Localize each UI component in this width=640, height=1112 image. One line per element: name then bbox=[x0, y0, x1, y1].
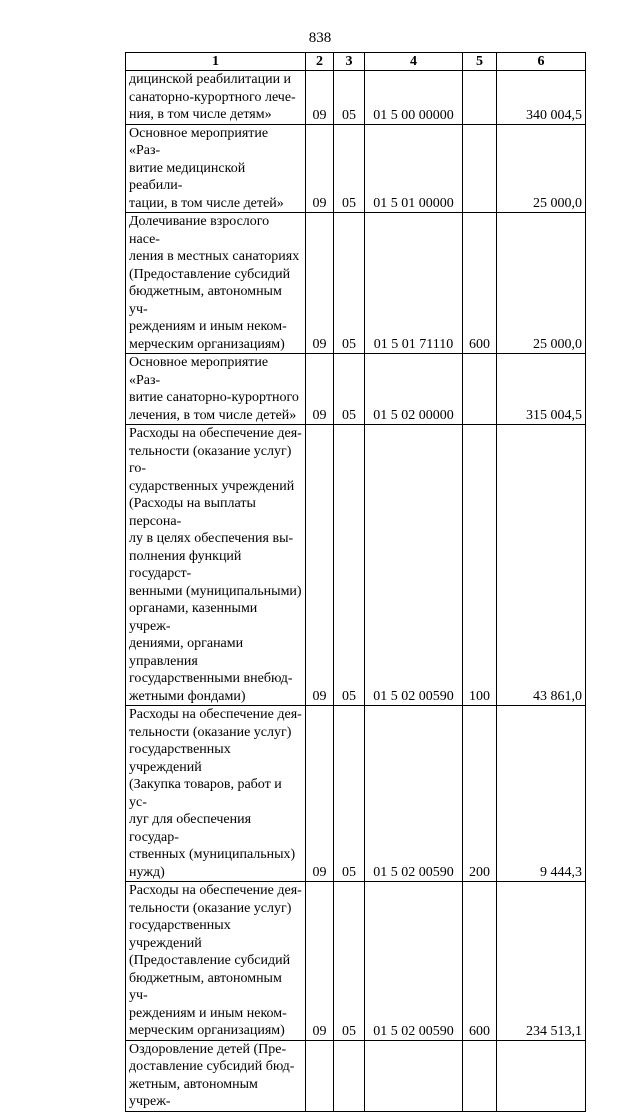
row-type-cell: 100 bbox=[463, 425, 497, 706]
row-subsection-cell: 05 bbox=[334, 706, 365, 882]
row-type-cell: 200 bbox=[463, 706, 497, 882]
row-section-cell: 09 bbox=[306, 706, 334, 882]
column-header-subsection: 3 bbox=[334, 53, 365, 71]
row-name-cell: Расходы на обеспечение дея- тельности (оказание услуг) государственных учреждений (Закупка товаров, работ и ус- луг для обеспечения государ- ственных (муниципальных) нужд) bbox=[126, 706, 306, 882]
row-section-cell: 09 bbox=[306, 354, 334, 425]
row-sum-cell: 43 861,0 bbox=[497, 425, 586, 706]
row-type-cell bbox=[463, 71, 497, 125]
row-type-cell bbox=[463, 354, 497, 425]
row-subsection-cell: 05 bbox=[334, 213, 365, 354]
row-section-cell: 09 bbox=[306, 882, 334, 1041]
table-row bbox=[126, 1040, 586, 1111]
row-section-cell: 09 bbox=[306, 425, 334, 706]
row-code-cell: 01 5 01 71110 bbox=[365, 213, 463, 354]
row-subsection-cell: 05 bbox=[334, 882, 365, 1041]
table-row bbox=[126, 882, 586, 1041]
row-sum-cell: 25 000,0 bbox=[497, 124, 586, 213]
row-subsection-cell: 05 bbox=[334, 354, 365, 425]
table-row bbox=[126, 213, 586, 354]
row-code-cell: 01 5 01 00000 bbox=[365, 124, 463, 213]
row-code-cell: 01 5 02 00000 bbox=[365, 354, 463, 425]
row-section-cell: 09 bbox=[306, 71, 334, 125]
row-code-cell bbox=[365, 1040, 463, 1111]
table-row bbox=[126, 425, 586, 706]
column-header-section: 2 bbox=[306, 53, 334, 71]
table-row bbox=[126, 706, 586, 882]
row-name-cell: Основное мероприятие «Раз- витие санаторно-курортного лечения, в том числе детей» bbox=[126, 354, 306, 425]
column-header-sum: 6 bbox=[497, 53, 586, 71]
row-code-cell: 01 5 02 00590 bbox=[365, 882, 463, 1041]
row-subsection-cell: 05 bbox=[334, 425, 365, 706]
column-header-code: 4 bbox=[365, 53, 463, 71]
page-number: 838 bbox=[308, 30, 332, 46]
row-section-cell: 09 bbox=[306, 124, 334, 213]
row-name-cell: Расходы на обеспечение дея- тельности (оказание услуг) государственных учреждений (Предоставление субсидий бюджетным, автономным уч- реждениям и иным неком- мерческим организациям) bbox=[126, 882, 306, 1041]
row-sum-cell: 25 000,0 bbox=[497, 213, 586, 354]
row-name-cell: Расходы на обеспечение дея- тельности (оказание услуг) го- сударственных учреждений (Расходы на выплаты персона- лу в целях обеспечения вы- полнения функций государст- венными (муниципальными) органами, казенными учреж- дениями, органами управления государственными внебюд- жетными фондами) bbox=[126, 425, 306, 706]
row-subsection-cell: 05 bbox=[334, 71, 365, 125]
row-name-cell: Оздоровление детей (Пре- доставление субсидий бюд- жетным, автономным учреж- bbox=[126, 1040, 306, 1111]
row-code-cell: 01 5 02 00590 bbox=[365, 706, 463, 882]
row-sum-cell: 340 004,5 bbox=[497, 71, 586, 125]
row-sum-cell: 234 513,1 bbox=[497, 882, 586, 1041]
row-section-cell bbox=[306, 1040, 334, 1111]
row-name-cell: Долечивание взрослого насе- ления в местных санаториях (Предоставление субсидий бюджетным, автономным уч- реждениям и иным неком- мерческим организациям) bbox=[126, 213, 306, 354]
row-type-cell: 600 bbox=[463, 882, 497, 1041]
column-header-name: 1 bbox=[126, 53, 306, 71]
row-sum-cell: 9 444,3 bbox=[497, 706, 586, 882]
row-name-cell: Основное мероприятие «Раз- витие медицинской реабили- тации, в том числе детей» bbox=[126, 124, 306, 213]
row-subsection-cell bbox=[334, 1040, 365, 1111]
row-section-cell: 09 bbox=[306, 213, 334, 354]
row-code-cell: 01 5 02 00590 bbox=[365, 425, 463, 706]
table-row bbox=[126, 71, 586, 125]
row-type-cell bbox=[463, 1040, 497, 1111]
row-type-cell: 600 bbox=[463, 213, 497, 354]
table-row bbox=[126, 124, 586, 213]
row-code-cell: 01 5 00 00000 bbox=[365, 71, 463, 125]
table-header-row bbox=[126, 53, 586, 71]
row-sum-cell: 315 004,5 bbox=[497, 354, 586, 425]
column-header-type: 5 bbox=[463, 53, 497, 71]
row-subsection-cell: 05 bbox=[334, 124, 365, 213]
row-sum-cell bbox=[497, 1040, 586, 1111]
table-row bbox=[126, 354, 586, 425]
row-name-cell: дицинской реабилитации и санаторно-курортного лече- ния, в том числе детям» bbox=[126, 71, 306, 125]
row-type-cell bbox=[463, 124, 497, 213]
budget-table bbox=[125, 52, 586, 1112]
